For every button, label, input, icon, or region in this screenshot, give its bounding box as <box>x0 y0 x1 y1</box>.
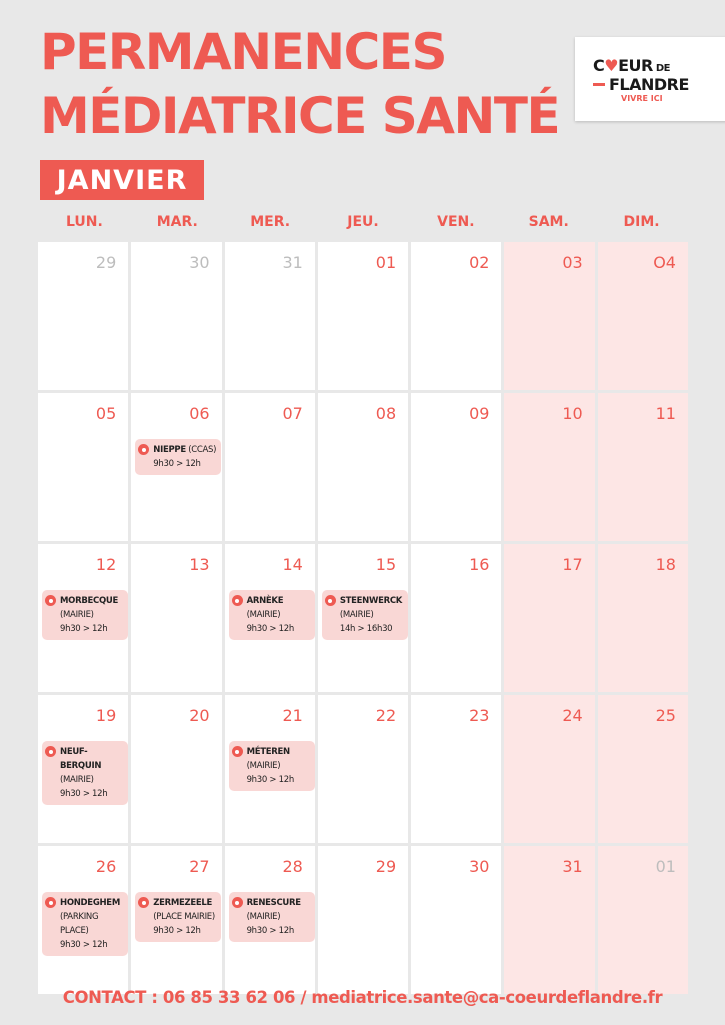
day-number: 15 <box>375 555 397 574</box>
location-pin-icon <box>45 746 56 757</box>
calendar-day-cell <box>411 393 501 541</box>
calendar-day-cell <box>411 242 501 390</box>
calendar-day-cell <box>411 544 501 692</box>
day-number: 31 <box>562 857 583 876</box>
appointment-time: 9h30 > 12h <box>153 459 201 469</box>
day-number: 27 <box>189 857 210 876</box>
logo-letter-eur: EUR <box>618 55 653 75</box>
day-number: 03 <box>562 253 583 272</box>
day-number: 02 <box>469 253 490 272</box>
calendar-day-cell <box>318 544 408 692</box>
day-number: 20 <box>189 706 210 725</box>
appointment-card <box>42 741 128 805</box>
calendar-day-cell <box>504 242 594 390</box>
logo-dash <box>593 83 605 86</box>
logo-letter-c: C <box>593 55 605 75</box>
calendar-day-cell <box>504 846 594 994</box>
appointment-title <box>247 594 313 622</box>
day-number: 26 <box>95 857 117 876</box>
calendar-grid <box>38 242 688 994</box>
calendar-day-cell <box>131 242 221 390</box>
appointment-detail: (CCAS) <box>185 445 217 455</box>
appointment-place: MÉTEREN <box>246 747 290 757</box>
weekday-wed: MER. <box>250 214 291 230</box>
appointment-card <box>229 741 315 791</box>
calendar-day-cell <box>598 393 688 541</box>
day-number: 10 <box>562 404 583 423</box>
day-number: 22 <box>375 706 397 725</box>
weekday-thu: JEU. <box>347 214 379 230</box>
day-number: 17 <box>562 555 583 574</box>
appointment-location: (MAIRIE) <box>339 610 374 620</box>
weekday-fri: VEN. <box>437 214 475 230</box>
logo-de: DE <box>655 62 670 74</box>
calendar-day-cell <box>598 846 688 994</box>
appointment-time: 14h > 16h30 <box>339 624 393 634</box>
appointment-place: ARNÈKE <box>246 596 284 606</box>
month-label: JANVIER <box>40 160 204 200</box>
logo <box>575 37 725 121</box>
calendar-day-cell <box>504 393 594 541</box>
day-number: 21 <box>282 706 303 725</box>
appointment-time: 9h30 > 12h <box>60 789 108 799</box>
calendar-day-cell <box>411 846 501 994</box>
appointment-detail: (MAIRIE) <box>246 610 281 620</box>
location-pin-icon <box>138 444 149 455</box>
day-number: 29 <box>375 857 397 876</box>
day-number: 30 <box>469 857 490 876</box>
location-pin-icon <box>45 595 56 606</box>
appointment-title <box>60 745 126 773</box>
appointment-card <box>42 590 128 640</box>
calendar-day-cell <box>225 393 315 541</box>
day-number: 08 <box>375 404 397 423</box>
calendar-day-cell <box>318 846 408 994</box>
calendar-day-cell <box>38 393 128 541</box>
appointment-card <box>229 892 315 942</box>
day-number: 31 <box>282 253 303 272</box>
location-pin-icon <box>232 897 243 908</box>
appointment-title <box>340 594 406 608</box>
appointment-time: 9h30 > 12h <box>246 775 294 785</box>
calendar-day-cell <box>318 695 408 843</box>
appointment-time: 9h30 > 12h <box>246 926 294 936</box>
appointment-place: NEUF-BERQUIN <box>60 747 102 771</box>
weekday-tue: MAR. <box>156 214 198 230</box>
day-number: 23 <box>469 706 490 725</box>
appointment-time: 9h30 > 12h <box>246 624 294 634</box>
appointment-location: (PARKING PLACE) <box>60 912 99 936</box>
day-number: 18 <box>655 555 676 574</box>
day-number: 25 <box>655 706 676 725</box>
day-number: 16 <box>469 555 490 574</box>
logo-tagline: VIVRE ICI <box>621 93 663 103</box>
location-pin-icon <box>232 746 243 757</box>
logo-line-2 <box>593 75 725 94</box>
calendar-day-cell <box>225 846 315 994</box>
day-number: 09 <box>469 404 490 423</box>
day-number: 06 <box>189 404 210 423</box>
day-number: 07 <box>282 404 303 423</box>
day-number: 13 <box>189 555 210 574</box>
appointment-place: ZERMEZEELE <box>153 898 213 908</box>
calendar-day-cell <box>504 544 594 692</box>
day-number: 12 <box>95 555 117 574</box>
appointment-card <box>135 892 221 942</box>
day-number: 29 <box>95 253 117 272</box>
calendar-day-cell <box>318 242 408 390</box>
logo-line-1 <box>593 56 725 75</box>
calendar-day-cell <box>504 695 594 843</box>
day-number: 30 <box>189 253 210 272</box>
calendar-day-cell <box>598 695 688 843</box>
appointment-location: (MAIRIE) <box>246 761 281 771</box>
location-pin-icon <box>325 595 336 606</box>
day-number: 01 <box>375 253 397 272</box>
appointment-place: HONDEGHEM <box>60 898 120 908</box>
appointment-card <box>135 439 221 475</box>
appointment-place: RENESCURE <box>246 898 301 908</box>
appointment-card <box>322 590 408 640</box>
calendar-day-cell <box>131 846 221 994</box>
weekday-sat: SAM. <box>528 214 569 230</box>
day-number: 11 <box>655 404 676 423</box>
appointment-location: (PLACE MAIRIE) <box>153 912 215 922</box>
appointment-time: 9h30 > 12h <box>60 624 108 634</box>
calendar-day-cell <box>225 242 315 390</box>
title-line-1: PERMANENCES <box>40 23 446 81</box>
day-number: O4 <box>653 253 676 272</box>
appointment-place: NIEPPE <box>153 445 186 455</box>
calendar-day-cell <box>131 544 221 692</box>
location-pin-icon <box>138 897 149 908</box>
appointment-location: (MAIRIE) <box>60 610 94 620</box>
appointment-title <box>60 594 126 608</box>
calendar-day-cell <box>38 846 128 994</box>
day-number: 14 <box>282 555 303 574</box>
appointment-location: (MAIRIE) <box>246 912 281 922</box>
calendar-day-cell <box>318 393 408 541</box>
calendar-day-cell <box>225 544 315 692</box>
day-number: 01 <box>655 857 676 876</box>
day-number: 24 <box>562 706 583 725</box>
weekday-header <box>38 214 688 230</box>
appointment-time: 9h30 > 12h <box>60 940 108 950</box>
appointment-place: MORBECQUE <box>60 596 118 606</box>
day-number: 19 <box>95 706 117 725</box>
location-pin-icon <box>45 897 56 908</box>
calendar-day-cell <box>131 393 221 541</box>
appointment-title <box>153 443 219 457</box>
logo-flandre: FLANDRE <box>609 74 689 94</box>
calendar-day-cell <box>38 242 128 390</box>
contact-line: CONTACT : 06 85 33 62 06 / mediatrice.sante@ca-coeurdeflandre.fr <box>62 988 663 1007</box>
page-title <box>40 20 559 148</box>
weekday-sun: DIM. <box>623 214 660 230</box>
appointment-title <box>153 896 219 910</box>
appointment-title <box>60 896 126 910</box>
calendar-day-cell <box>598 544 688 692</box>
heart-icon: ♥ <box>604 55 619 75</box>
calendar-day-cell <box>225 695 315 843</box>
location-pin-icon <box>232 595 243 606</box>
appointment-title <box>247 745 313 759</box>
appointment-title <box>247 896 313 910</box>
calendar-day-cell <box>38 544 128 692</box>
calendar-day-cell <box>38 695 128 843</box>
appointment-place: STEENWERCK <box>339 596 403 606</box>
appointment-card <box>229 590 315 640</box>
day-number: 28 <box>282 857 303 876</box>
appointment-location: (MAIRIE) <box>60 775 94 785</box>
appointment-time: 9h30 > 12h <box>153 926 201 936</box>
calendar-day-cell <box>131 695 221 843</box>
calendar-day-cell <box>411 695 501 843</box>
calendar-day-cell <box>598 242 688 390</box>
weekday-mon: LUN. <box>66 214 103 230</box>
title-line-2: MÉDIATRICE SANTÉ <box>40 87 560 145</box>
day-number: 05 <box>95 404 117 423</box>
appointment-card <box>42 892 128 956</box>
